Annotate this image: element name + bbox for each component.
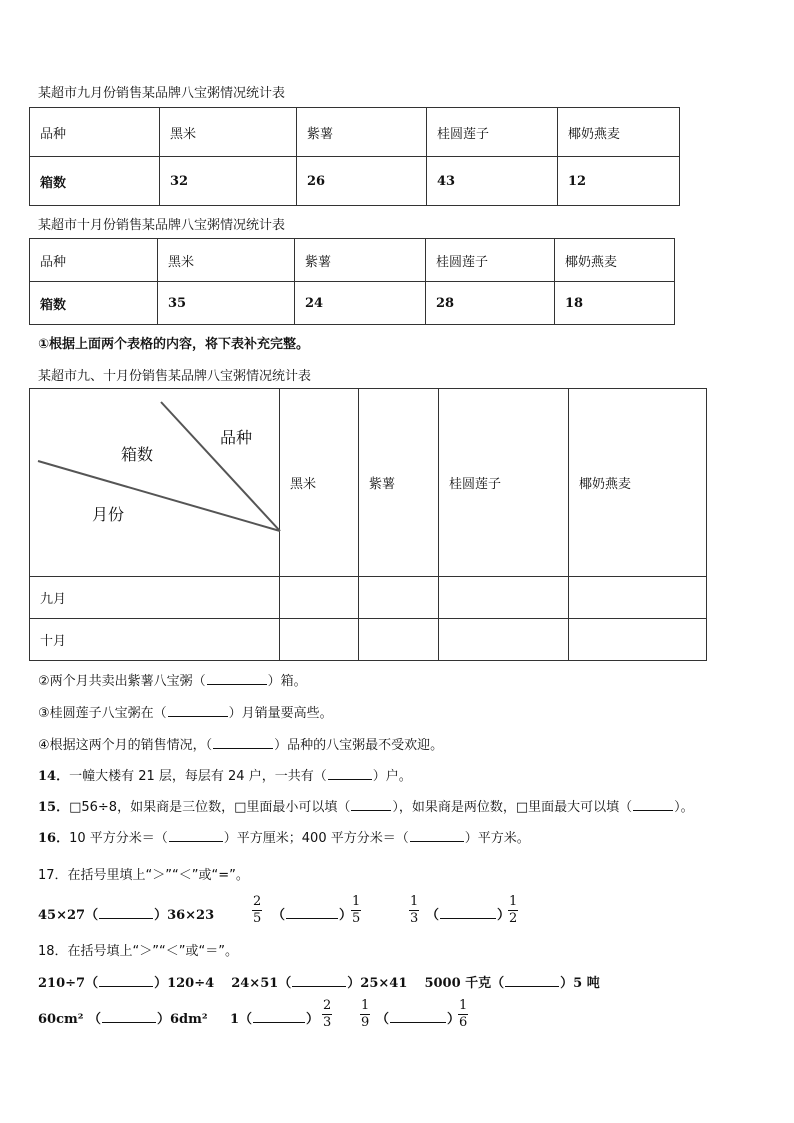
question-2 bbox=[38, 670, 307, 689]
diagonal-lines bbox=[30, 389, 289, 577]
numerator: 1 bbox=[459, 998, 468, 1013]
numerator: 1 bbox=[509, 894, 518, 909]
q18-compare-one bbox=[230, 1008, 319, 1027]
question-18-title: 18．在括号填上“＞”“＜”或“＝”。 bbox=[38, 944, 238, 959]
q18-e2-right: ）25×41 bbox=[347, 976, 408, 991]
denominator: 5 bbox=[352, 911, 361, 926]
answer-blank[interactable] bbox=[102, 1012, 156, 1023]
denominator: 3 bbox=[323, 1015, 332, 1030]
fraction bbox=[508, 894, 518, 927]
value-cell: 43 bbox=[427, 157, 558, 206]
header-cell: 紫薯 bbox=[297, 108, 427, 157]
answer-blank[interactable] bbox=[169, 831, 223, 842]
question-number: 15． bbox=[38, 800, 70, 815]
answer-blank[interactable] bbox=[207, 674, 267, 685]
answer-blank[interactable] bbox=[213, 738, 273, 749]
fraction bbox=[351, 894, 361, 927]
q18-e5-left: 1（ bbox=[230, 1012, 253, 1027]
fraction bbox=[360, 998, 370, 1031]
instruction-1: ①根据上面两个表格的内容，将下表补充完整。 bbox=[38, 337, 310, 352]
row-label: 九月 bbox=[30, 577, 280, 619]
question-number: 16． bbox=[38, 831, 70, 846]
q18-e4-left: 60cm² （ bbox=[38, 1012, 101, 1027]
answer-blank[interactable] bbox=[633, 800, 673, 811]
table-october bbox=[29, 238, 675, 325]
value-cell: 35 bbox=[158, 282, 295, 325]
paren-right: ） bbox=[306, 1012, 320, 1027]
table1-title: 某超市九月份销售某品牌八宝粥情况统计表 bbox=[38, 86, 286, 101]
paren-left: （ bbox=[272, 908, 286, 923]
numerator: 1 bbox=[352, 894, 361, 909]
header-cell: 黑米 bbox=[160, 108, 297, 157]
question-14 bbox=[38, 765, 412, 784]
header-cell: 桂圆莲子 bbox=[427, 108, 558, 157]
empty-cell[interactable] bbox=[359, 619, 439, 661]
q3-text-before: ③桂圆莲子八宝粥在（ bbox=[38, 706, 167, 721]
diag-label-month: 月份 bbox=[92, 505, 125, 524]
diag-label-count: 箱数 bbox=[121, 445, 154, 464]
diag-label-variety: 品种 bbox=[220, 428, 253, 447]
q16-text-b: ）平方厘米；400 平方分米＝（ bbox=[223, 831, 409, 846]
q14-text-before: 一幢大楼有 21 层，每层有 24 户，一共有（ bbox=[69, 769, 327, 784]
fraction bbox=[252, 894, 262, 927]
value-cell: 26 bbox=[297, 157, 427, 206]
empty-cell[interactable] bbox=[569, 577, 707, 619]
q15-text-a: □56÷8，如果商是三位数，□里面最小可以填（ bbox=[69, 800, 351, 815]
header-cell: 桂圆莲子 bbox=[426, 239, 555, 282]
question-15 bbox=[38, 796, 694, 815]
diagonal-line bbox=[38, 461, 280, 531]
numerator: 1 bbox=[361, 998, 370, 1013]
q4-text-after: ）品种的八宝粥最不受欢迎。 bbox=[274, 738, 444, 753]
q4-text-before: ④根据这两个月的销售情况，（ bbox=[38, 738, 213, 753]
q18-e1-left: 210÷7（ bbox=[38, 976, 99, 991]
paren-right: ） bbox=[339, 908, 353, 923]
empty-cell[interactable] bbox=[359, 577, 439, 619]
q17-f1-compare bbox=[272, 904, 352, 923]
q18-f-compare bbox=[376, 1008, 460, 1027]
empty-cell[interactable] bbox=[280, 577, 359, 619]
value-cell: 28 bbox=[426, 282, 555, 325]
q17-e1-left: 45×27（ bbox=[38, 908, 99, 923]
answer-blank[interactable] bbox=[351, 800, 391, 811]
row-label: 十月 bbox=[30, 619, 280, 661]
empty-cell[interactable] bbox=[280, 619, 359, 661]
header-cell: 椰奶燕麦 bbox=[555, 239, 675, 282]
q16-text-c: ）平方米。 bbox=[464, 831, 530, 846]
answer-blank[interactable] bbox=[286, 908, 338, 919]
fraction bbox=[409, 894, 419, 927]
denominator: 5 bbox=[253, 911, 262, 926]
answer-blank[interactable] bbox=[390, 1012, 446, 1023]
table2-title: 某超市十月份销售某品牌八宝粥情况统计表 bbox=[38, 218, 286, 233]
header-cell: 品种 bbox=[30, 239, 158, 282]
q17-compare-1 bbox=[38, 904, 214, 923]
answer-blank[interactable] bbox=[505, 976, 559, 987]
header-cell: 黑米 bbox=[158, 239, 295, 282]
numerator: 1 bbox=[410, 894, 419, 909]
header-cell: 椰奶燕麦 bbox=[558, 108, 680, 157]
q18-e2-left: 24×51（ bbox=[231, 976, 292, 991]
empty-cell[interactable] bbox=[439, 577, 569, 619]
empty-cell[interactable] bbox=[569, 619, 707, 661]
answer-blank[interactable] bbox=[253, 1012, 305, 1023]
header-cell: 黑米 bbox=[280, 389, 359, 577]
paren-right: ） bbox=[497, 908, 511, 923]
q18-row-1 bbox=[38, 972, 600, 991]
question-number: 14． bbox=[38, 769, 70, 784]
q2-text-after: ）箱。 bbox=[267, 674, 307, 689]
q3-text-after: ）月销量要高些。 bbox=[228, 706, 333, 721]
q15-text-c: ）。 bbox=[674, 800, 694, 815]
q17-e1-right: ）36×23 bbox=[154, 908, 215, 923]
row-label: 箱数 bbox=[30, 282, 158, 325]
fraction bbox=[322, 998, 332, 1031]
q16-text-a: 10 平方分米＝（ bbox=[69, 831, 168, 846]
question-4 bbox=[38, 734, 443, 753]
q2-text-before: ②两个月共卖出紫薯八宝粥（ bbox=[38, 674, 206, 689]
answer-blank[interactable] bbox=[99, 976, 153, 987]
q18-e3-left: 5000 千克（ bbox=[424, 976, 505, 991]
q18-e3-right: ）5 吨 bbox=[560, 976, 600, 991]
answer-blank[interactable] bbox=[292, 976, 346, 987]
value-cell: 18 bbox=[555, 282, 675, 325]
header-cell: 紫薯 bbox=[359, 389, 439, 577]
q15-text-b: ），如果商是两位数，□里面最大可以填（ bbox=[392, 800, 633, 815]
answer-blank[interactable] bbox=[328, 769, 372, 780]
header-cell: 椰奶燕麦 bbox=[569, 389, 707, 577]
answer-blank[interactable] bbox=[410, 831, 464, 842]
numerator: 2 bbox=[323, 998, 332, 1013]
diagonal-line bbox=[161, 402, 280, 531]
header-cell: 桂圆莲子 bbox=[439, 389, 569, 577]
value-cell: 12 bbox=[558, 157, 680, 206]
diagonal-header-cell bbox=[30, 389, 280, 577]
value-cell: 32 bbox=[160, 157, 297, 206]
row-label: 箱数 bbox=[30, 157, 160, 206]
q18-compare-area bbox=[38, 1008, 208, 1027]
answer-blank[interactable] bbox=[99, 908, 153, 919]
question-17-title: 17．在括号里填上“＞”“＜”或“=”。 bbox=[38, 868, 249, 883]
q18-e1-right: ）120÷4 bbox=[154, 976, 215, 991]
numerator: 2 bbox=[253, 894, 262, 909]
answer-blank[interactable] bbox=[168, 706, 228, 717]
table-combined bbox=[29, 388, 707, 661]
q14-text-after: ）户。 bbox=[372, 769, 412, 784]
denominator: 6 bbox=[459, 1015, 468, 1030]
header-cell: 品种 bbox=[30, 108, 160, 157]
table-september bbox=[29, 107, 680, 206]
table3-title: 某超市九、十月份销售某品牌八宝粥情况统计表 bbox=[38, 369, 312, 384]
question-16 bbox=[38, 827, 530, 846]
answer-blank[interactable] bbox=[440, 908, 496, 919]
fraction bbox=[458, 998, 468, 1031]
paren-left: （ bbox=[376, 1012, 390, 1027]
denominator: 2 bbox=[509, 911, 518, 926]
denominator: 3 bbox=[410, 911, 419, 926]
q17-f2-compare bbox=[426, 904, 510, 923]
paren-right: ） bbox=[447, 1012, 461, 1027]
question-3 bbox=[38, 702, 333, 721]
value-cell: 24 bbox=[295, 282, 426, 325]
paren-left: （ bbox=[426, 908, 440, 923]
denominator: 9 bbox=[361, 1015, 370, 1030]
q18-e4-right: ）6dm² bbox=[156, 1012, 208, 1027]
empty-cell[interactable] bbox=[439, 619, 569, 661]
header-cell: 紫薯 bbox=[295, 239, 426, 282]
